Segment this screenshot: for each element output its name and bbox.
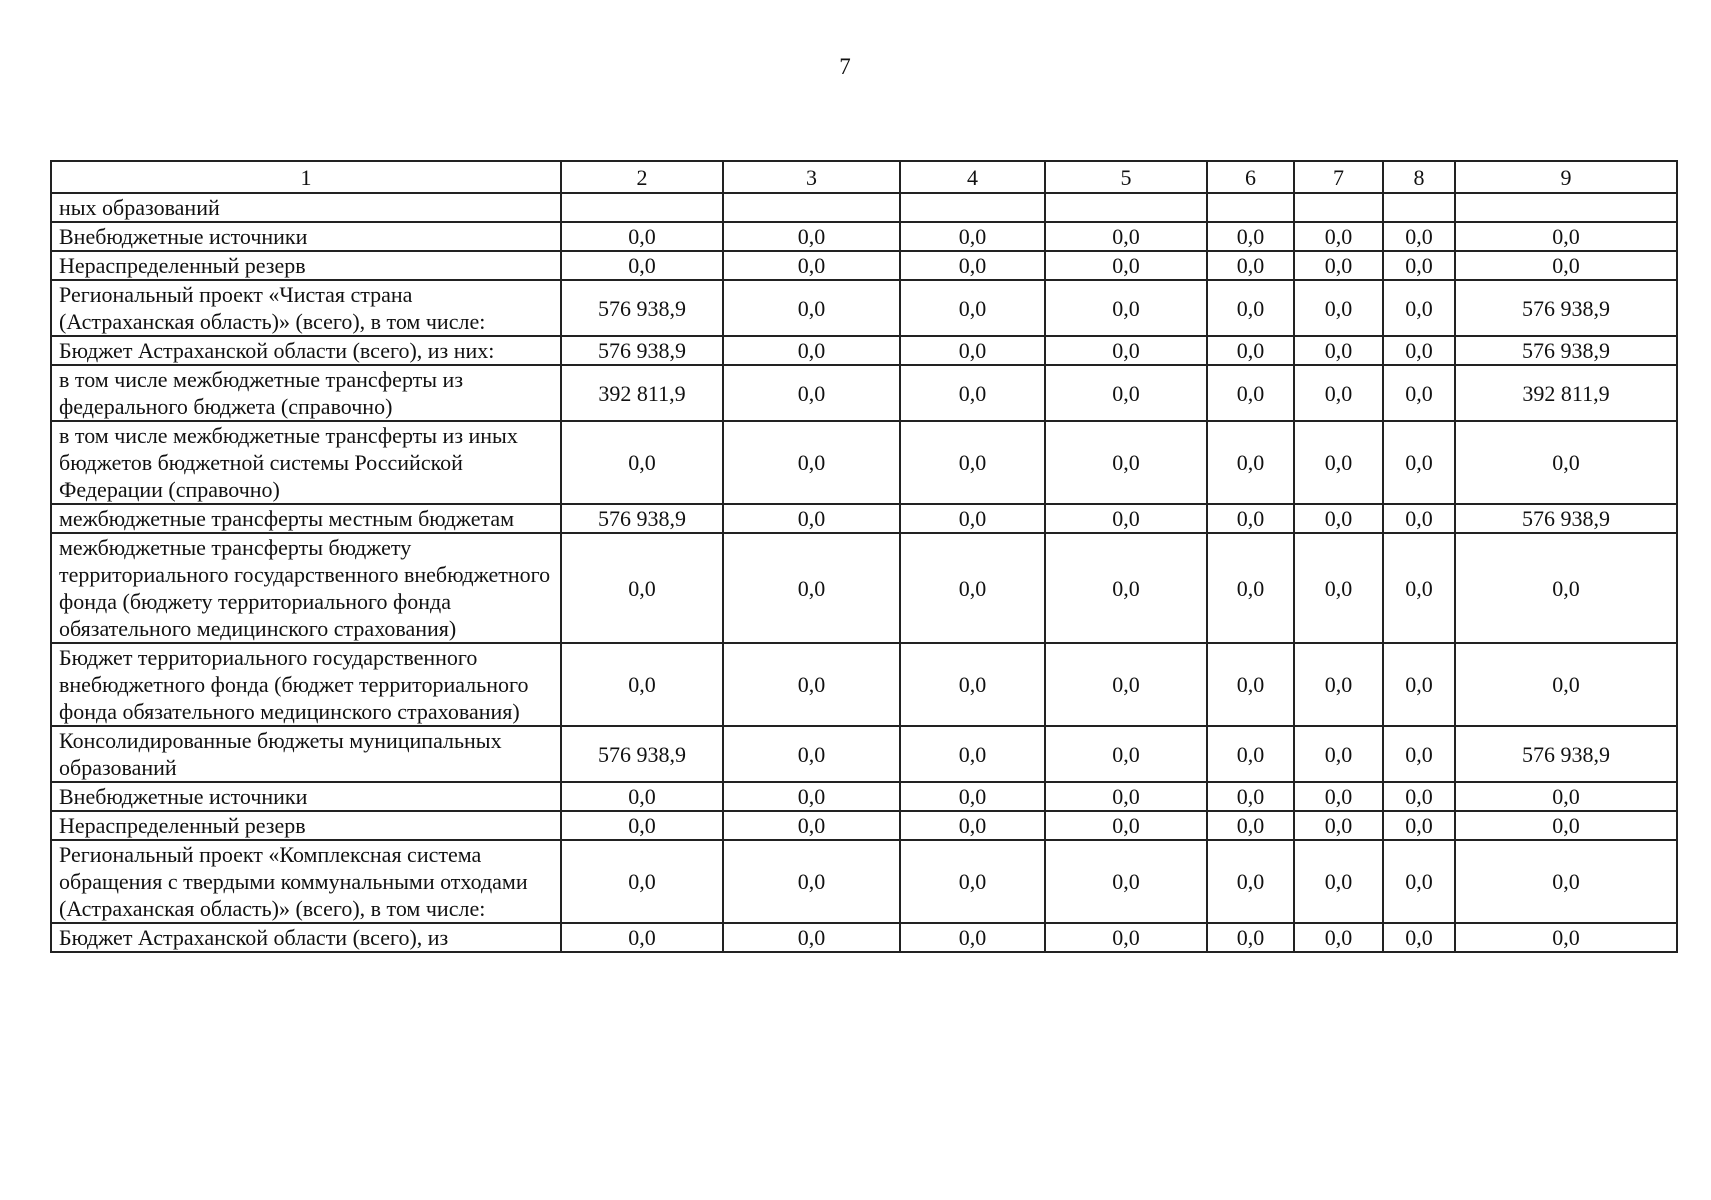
value-cell-col-8: 0,0: [1383, 222, 1455, 251]
value-cell-col-7: 0,0: [1294, 726, 1383, 782]
table-row: [51, 504, 1677, 533]
value-cell-col-9: 576 938,9: [1455, 726, 1677, 782]
value-cell-col-8: 0,0: [1383, 504, 1455, 533]
value-cell-col-3: 0,0: [723, 726, 900, 782]
value-cell-col-5: 0,0: [1045, 280, 1207, 336]
value-cell-col-7: [1294, 193, 1383, 222]
value-cell-col-4: 0,0: [900, 840, 1045, 923]
table-row: [51, 336, 1677, 365]
value-cell-col-9: [1455, 193, 1677, 222]
value-cell-col-2: 576 938,9: [561, 504, 723, 533]
value-cell-col-3: 0,0: [723, 533, 900, 643]
value-cell-col-6: 0,0: [1207, 504, 1294, 533]
value-cell-col-2: 0,0: [561, 533, 723, 643]
value-cell-col-4: 0,0: [900, 811, 1045, 840]
column-header-6: 6: [1207, 161, 1294, 193]
value-cell-col-5: 0,0: [1045, 421, 1207, 504]
table-row: [51, 811, 1677, 840]
column-header-8: 8: [1383, 161, 1455, 193]
value-cell-col-6: 0,0: [1207, 533, 1294, 643]
value-cell-col-7: 0,0: [1294, 923, 1383, 952]
value-cell-col-6: 0,0: [1207, 923, 1294, 952]
value-cell-col-9: 0,0: [1455, 251, 1677, 280]
value-cell-col-6: 0,0: [1207, 726, 1294, 782]
value-cell-col-4: 0,0: [900, 726, 1045, 782]
value-cell-col-5: 0,0: [1045, 365, 1207, 421]
value-cell-col-7: 0,0: [1294, 811, 1383, 840]
value-cell-col-3: 0,0: [723, 643, 900, 726]
value-cell-col-2: 0,0: [561, 222, 723, 251]
value-cell-col-7: 0,0: [1294, 222, 1383, 251]
value-cell-col-4: 0,0: [900, 365, 1045, 421]
value-cell-col-7: 0,0: [1294, 782, 1383, 811]
column-header-7: 7: [1294, 161, 1383, 193]
value-cell-col-6: 0,0: [1207, 643, 1294, 726]
value-cell-col-5: [1045, 193, 1207, 222]
value-cell-col-2: 0,0: [561, 251, 723, 280]
header-row: [51, 161, 1677, 193]
value-cell-col-2: 576 938,9: [561, 280, 723, 336]
value-cell-col-5: 0,0: [1045, 336, 1207, 365]
table-row: [51, 533, 1677, 643]
value-cell-col-8: 0,0: [1383, 336, 1455, 365]
column-header-5: 5: [1045, 161, 1207, 193]
value-cell-col-9: 0,0: [1455, 782, 1677, 811]
value-cell-col-9: 0,0: [1455, 643, 1677, 726]
column-header-1: 1: [51, 161, 561, 193]
row-label: Внебюджетные источники: [51, 222, 561, 251]
value-cell-col-2: 576 938,9: [561, 726, 723, 782]
value-cell-col-4: [900, 193, 1045, 222]
value-cell-col-9: 0,0: [1455, 923, 1677, 952]
value-cell-col-3: 0,0: [723, 222, 900, 251]
value-cell-col-5: 0,0: [1045, 533, 1207, 643]
row-label: Региональный проект «Чистая страна (Астраханская область)» (всего), в том числе:: [51, 280, 561, 336]
value-cell-col-4: 0,0: [900, 643, 1045, 726]
budget-table: [50, 160, 1678, 953]
value-cell-col-5: 0,0: [1045, 811, 1207, 840]
table-row: [51, 193, 1677, 222]
value-cell-col-9: 0,0: [1455, 811, 1677, 840]
value-cell-col-5: 0,0: [1045, 222, 1207, 251]
row-label: Внебюджетные источники: [51, 782, 561, 811]
row-label: Нераспределенный резерв: [51, 811, 561, 840]
value-cell-col-5: 0,0: [1045, 782, 1207, 811]
value-cell-col-7: 0,0: [1294, 336, 1383, 365]
value-cell-col-8: 0,0: [1383, 280, 1455, 336]
value-cell-col-7: 0,0: [1294, 280, 1383, 336]
row-label: в том числе межбюджетные трансферты из федерального бюджета (справочно): [51, 365, 561, 421]
row-label: Нераспределенный резерв: [51, 251, 561, 280]
value-cell-col-7: 0,0: [1294, 365, 1383, 421]
value-cell-col-4: 0,0: [900, 421, 1045, 504]
page-number: 7: [839, 54, 851, 79]
value-cell-col-9: 0,0: [1455, 840, 1677, 923]
value-cell-col-4: 0,0: [900, 336, 1045, 365]
row-label: в том числе межбюджетные трансферты из иных бюджетов бюджетной системы Российской Федерации (справочно): [51, 421, 561, 504]
value-cell-col-7: 0,0: [1294, 251, 1383, 280]
column-header-9: 9: [1455, 161, 1677, 193]
value-cell-col-3: 0,0: [723, 336, 900, 365]
value-cell-col-6: 0,0: [1207, 280, 1294, 336]
value-cell-col-2: 0,0: [561, 643, 723, 726]
value-cell-col-2: 0,0: [561, 923, 723, 952]
value-cell-col-9: 0,0: [1455, 222, 1677, 251]
value-cell-col-9: 0,0: [1455, 533, 1677, 643]
value-cell-col-3: 0,0: [723, 840, 900, 923]
value-cell-col-6: 0,0: [1207, 811, 1294, 840]
value-cell-col-6: [1207, 193, 1294, 222]
value-cell-col-5: 0,0: [1045, 923, 1207, 952]
row-label: межбюджетные трансферты местным бюджетам: [51, 504, 561, 533]
value-cell-col-3: 0,0: [723, 782, 900, 811]
column-header-3: 3: [723, 161, 900, 193]
value-cell-col-5: 0,0: [1045, 251, 1207, 280]
table-row: [51, 222, 1677, 251]
value-cell-col-5: 0,0: [1045, 726, 1207, 782]
value-cell-col-8: 0,0: [1383, 365, 1455, 421]
value-cell-col-6: 0,0: [1207, 365, 1294, 421]
value-cell-col-9: 576 938,9: [1455, 504, 1677, 533]
value-cell-col-7: 0,0: [1294, 840, 1383, 923]
value-cell-col-9: 576 938,9: [1455, 280, 1677, 336]
row-label: Бюджет территориального государственного внебюджетного фонда (бюджет территориального фонда обязательного медицинского страхования): [51, 643, 561, 726]
value-cell-col-2: 0,0: [561, 811, 723, 840]
table-row: [51, 923, 1677, 952]
table-row: [51, 782, 1677, 811]
value-cell-col-4: 0,0: [900, 533, 1045, 643]
value-cell-col-2: 0,0: [561, 840, 723, 923]
table-header: [51, 161, 1677, 193]
value-cell-col-8: 0,0: [1383, 533, 1455, 643]
value-cell-col-4: 0,0: [900, 782, 1045, 811]
row-label: Бюджет Астраханской области (всего), из: [51, 923, 561, 952]
value-cell-col-3: 0,0: [723, 504, 900, 533]
value-cell-col-6: 0,0: [1207, 421, 1294, 504]
value-cell-col-8: [1383, 193, 1455, 222]
table-row: [51, 251, 1677, 280]
value-cell-col-3: 0,0: [723, 251, 900, 280]
value-cell-col-8: 0,0: [1383, 726, 1455, 782]
column-header-2: 2: [561, 161, 723, 193]
value-cell-col-8: 0,0: [1383, 643, 1455, 726]
value-cell-col-8: 0,0: [1383, 251, 1455, 280]
value-cell-col-4: 0,0: [900, 923, 1045, 952]
table-row: [51, 365, 1677, 421]
value-cell-col-6: 0,0: [1207, 222, 1294, 251]
row-label: ных образований: [51, 193, 561, 222]
value-cell-col-3: 0,0: [723, 280, 900, 336]
value-cell-col-3: [723, 193, 900, 222]
value-cell-col-6: 0,0: [1207, 782, 1294, 811]
value-cell-col-6: 0,0: [1207, 251, 1294, 280]
table-row: [51, 280, 1677, 336]
value-cell-col-5: 0,0: [1045, 840, 1207, 923]
value-cell-col-3: 0,0: [723, 923, 900, 952]
value-cell-col-8: 0,0: [1383, 421, 1455, 504]
value-cell-col-7: 0,0: [1294, 421, 1383, 504]
table-row: [51, 643, 1677, 726]
value-cell-col-5: 0,0: [1045, 643, 1207, 726]
value-cell-col-8: 0,0: [1383, 840, 1455, 923]
value-cell-col-2: [561, 193, 723, 222]
table-row: [51, 840, 1677, 923]
value-cell-col-4: 0,0: [900, 222, 1045, 251]
value-cell-col-7: 0,0: [1294, 643, 1383, 726]
table-body: [51, 193, 1677, 952]
value-cell-col-3: 0,0: [723, 811, 900, 840]
row-label: межбюджетные трансферты бюджету территориального государственного внебюджетного фонда (бюджету территориального фонда обязательного медицинского страхования): [51, 533, 561, 643]
value-cell-col-2: 576 938,9: [561, 336, 723, 365]
value-cell-col-5: 0,0: [1045, 504, 1207, 533]
column-header-4: 4: [900, 161, 1045, 193]
value-cell-col-8: 0,0: [1383, 782, 1455, 811]
value-cell-col-8: 0,0: [1383, 811, 1455, 840]
value-cell-col-3: 0,0: [723, 365, 900, 421]
value-cell-col-4: 0,0: [900, 504, 1045, 533]
value-cell-col-3: 0,0: [723, 421, 900, 504]
value-cell-col-6: 0,0: [1207, 336, 1294, 365]
value-cell-col-2: 0,0: [561, 782, 723, 811]
row-label: Бюджет Астраханской области (всего), из них:: [51, 336, 561, 365]
value-cell-col-4: 0,0: [900, 280, 1045, 336]
value-cell-col-2: 0,0: [561, 421, 723, 504]
value-cell-col-8: 0,0: [1383, 923, 1455, 952]
value-cell-col-4: 0,0: [900, 251, 1045, 280]
row-label: Региональный проект «Комплексная система обращения с твердыми коммунальными отходами (Астраханская область)» (всего), в том числе:: [51, 840, 561, 923]
row-label: Консолидированные бюджеты муниципальных образований: [51, 726, 561, 782]
value-cell-col-6: 0,0: [1207, 840, 1294, 923]
value-cell-col-9: 576 938,9: [1455, 336, 1677, 365]
value-cell-col-7: 0,0: [1294, 504, 1383, 533]
value-cell-col-9: 0,0: [1455, 421, 1677, 504]
table-row: [51, 726, 1677, 782]
table-row: [51, 421, 1677, 504]
value-cell-col-7: 0,0: [1294, 533, 1383, 643]
value-cell-col-9: 392 811,9: [1455, 365, 1677, 421]
value-cell-col-2: 392 811,9: [561, 365, 723, 421]
